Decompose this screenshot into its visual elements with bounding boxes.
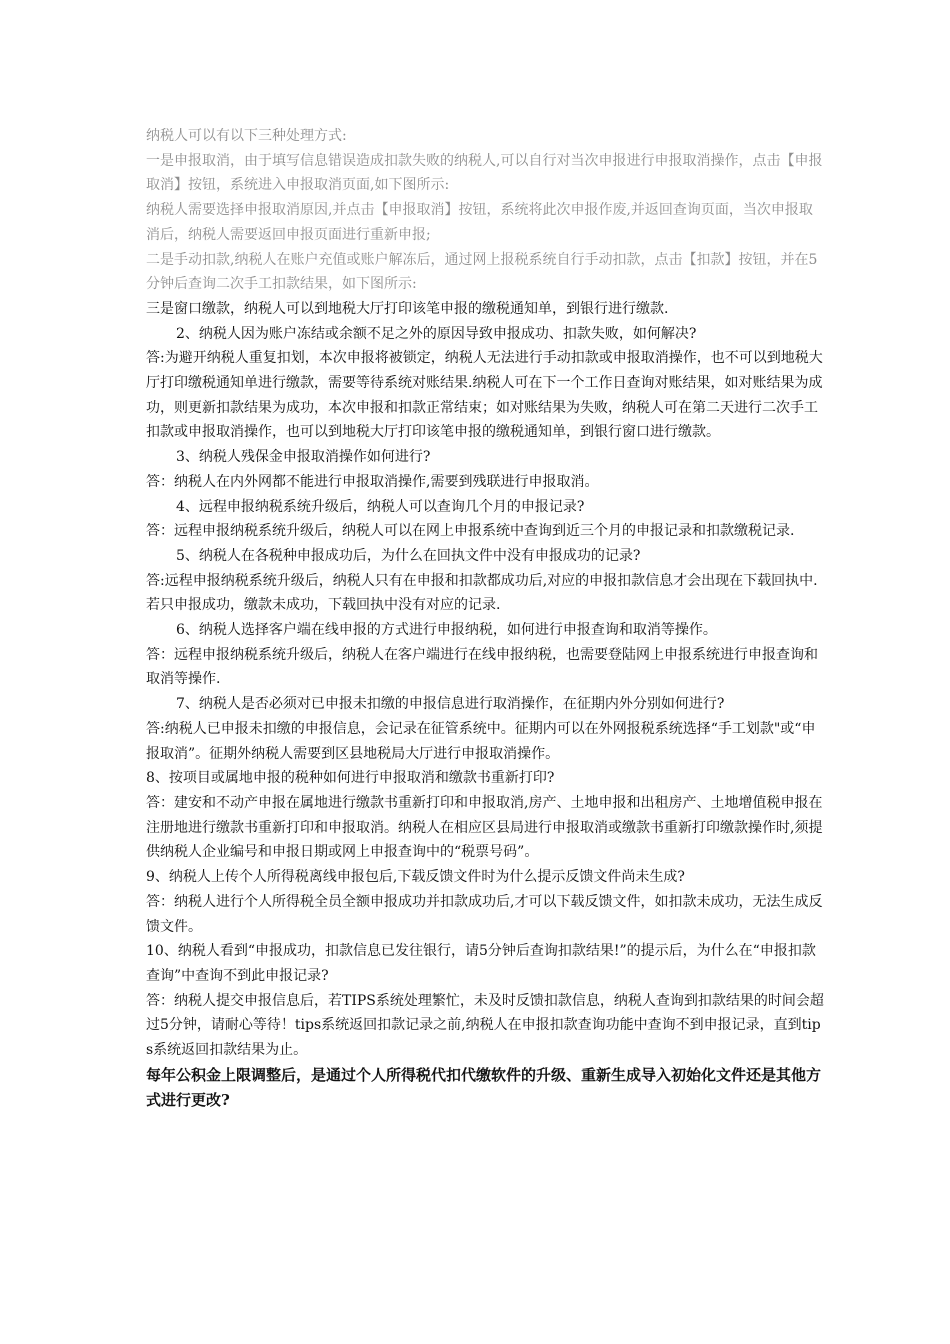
question-5: 5、纳税人在各税种申报成功后，为什么在回执文件中没有申报成功的记录? <box>176 547 641 564</box>
question-3: 3、纳税人残保金申报取消操作如何进行? <box>176 449 431 466</box>
option-one-detail: 纳税人需要选择申报取消原因,并点击【申报取消】按钮，系统将此次申报作废,并返回查询页面，当次申报取消后，纳税人需要返回申报页面进行重新申报; <box>146 202 813 243</box>
question-10: 10、纳税人看到“申报成功，扣款信息已发往银行，请5分钟后查询扣款结果!”的提示后，为什么在“申报扣款查询”中查询不到此申报记录? <box>146 943 816 984</box>
question-2: 2、纳税人因为账户冻结或余额不足之外的原因导致申报成功、扣款失败，如何解决? <box>176 325 697 342</box>
answer-10: 答：纳税人提交申报信息后，若TIPS系统处理繁忙，未及时反馈扣款信息，纳税人查询到扣款结果的时间会超过5分钟，请耐心等待！tips系统返回扣款记录之前,纳税人在申报扣款查询功能中查询不到申报记录，直到tips系统返回扣款结果为止。 <box>146 992 824 1059</box>
answer-7: 答:纳税人已申报未扣缴的申报信息，会记录在征管系统中。征期内可以在外网报税系统选择“手工划款"或“申报取消”。征期外纳税人需要到区县地税局大厅进行申报取消操作。 <box>146 720 816 762</box>
answer-3: 答：纳税人在内外网都不能进行申报取消操作,需要到残联进行申报取消。 <box>146 473 599 490</box>
intro-line: 纳税人可以有以下三种处理方式: <box>146 128 347 144</box>
answer-5: 答:远程申报纳税系统升级后，纳税人只有在申报和扣款都成功后,对应的申报扣款信息才会出现在下载回执中.若只申报成功，缴款未成功，下载回执中没有对应的记录. <box>146 572 818 614</box>
answer-4: 答：远程申报纳税系统升级后，纳税人可以在网上申报系统中查询到近三个月的申报记录和扣款缴税记录. <box>146 523 795 540</box>
question-7: 7、纳税人是否必须对已申报未扣缴的申报信息进行取消操作，在征期内外分别如何进行? <box>176 696 725 713</box>
answer-9: 答：纳税人进行个人所得税全员全额申报成功并扣款成功后,才可以下载反馈文件，如扣款未成功，无法生成反馈文件。 <box>146 893 823 935</box>
question-4: 4、远程申报纳税系统升级后，纳税人可以查询几个月的申报记录? <box>176 498 585 515</box>
question-6: 6、纳税人选择客户端在线申报的方式进行申报纳税，如何进行申报查询和取消等操作。 <box>176 622 717 639</box>
question-8: 8、按项目或属地申报的税种如何进行申报取消和缴款书重新打印? <box>146 770 555 787</box>
option-three: 三是窗口缴款，纳税人可以到地税大厅打印该笔申报的缴税通知单，到银行进行缴款. <box>146 300 669 317</box>
answer-2: 答:为避开纳税人重复扣划，本次申报将被锁定，纳税人无法进行手动扣款或申报取消操作，也不可以到地税大厅打印缴税通知单进行缴款，需要等待系统对账结果.纳税人可在下一个工作日查询对账结果，如对账结果为成功，则更新扣款结果为成功，本次申报和扣款正常结束；如对账结果为失败，纳税人可在第二天进行二次手工扣款或申报取消操作，也可以到地税大厅打印该笔申报的缴税通知单，到银行窗口进行缴款。 <box>146 350 823 441</box>
option-one: 一是申报取消，由于填写信息错误造成扣款失败的纳税人,可以自行对当次申报进行申报取消操作，点击【申报取消】按钮，系统进入申报取消页面,如下图所示: <box>146 152 823 194</box>
answer-6: 答：远程申报纳税系统升级后，纳税人在客户端进行在线申报纳税，也需要登陆网上申报系统进行申报查询和取消等操作. <box>146 646 818 688</box>
answer-8: 答：建安和不动产申报在属地进行缴款书重新打印和申报取消,房产、土地申报和出租房产、土地增值税申报在注册地进行缴款书重新打印和申报取消。纳税人在相应区县局进行申报取消或缴款书重新打印缴款操作时,须提供纳税人企业编号和申报日期或网上申报查询中的“税票号码”。 <box>146 794 823 861</box>
question-9: 9、纳税人上传个人所得税离线申报包后,下载反馈文件时为什么提示反馈文件尚未生成? <box>146 869 685 886</box>
final-question: 每年公积金上限调整后，是通过个人所得税代扣代缴软件的升级、重新生成导入初始化文件还是其他方式进行更改? <box>146 1065 822 1109</box>
option-two: 二是手动扣款,纳税人在账户充值或账户解冻后，通过网上报税系统自行手动扣款，点击【扣款】按钮，并在5分钟后查询二次手工扣款结果，如下图所示: <box>146 251 818 293</box>
document-body <box>146 124 826 1113</box>
